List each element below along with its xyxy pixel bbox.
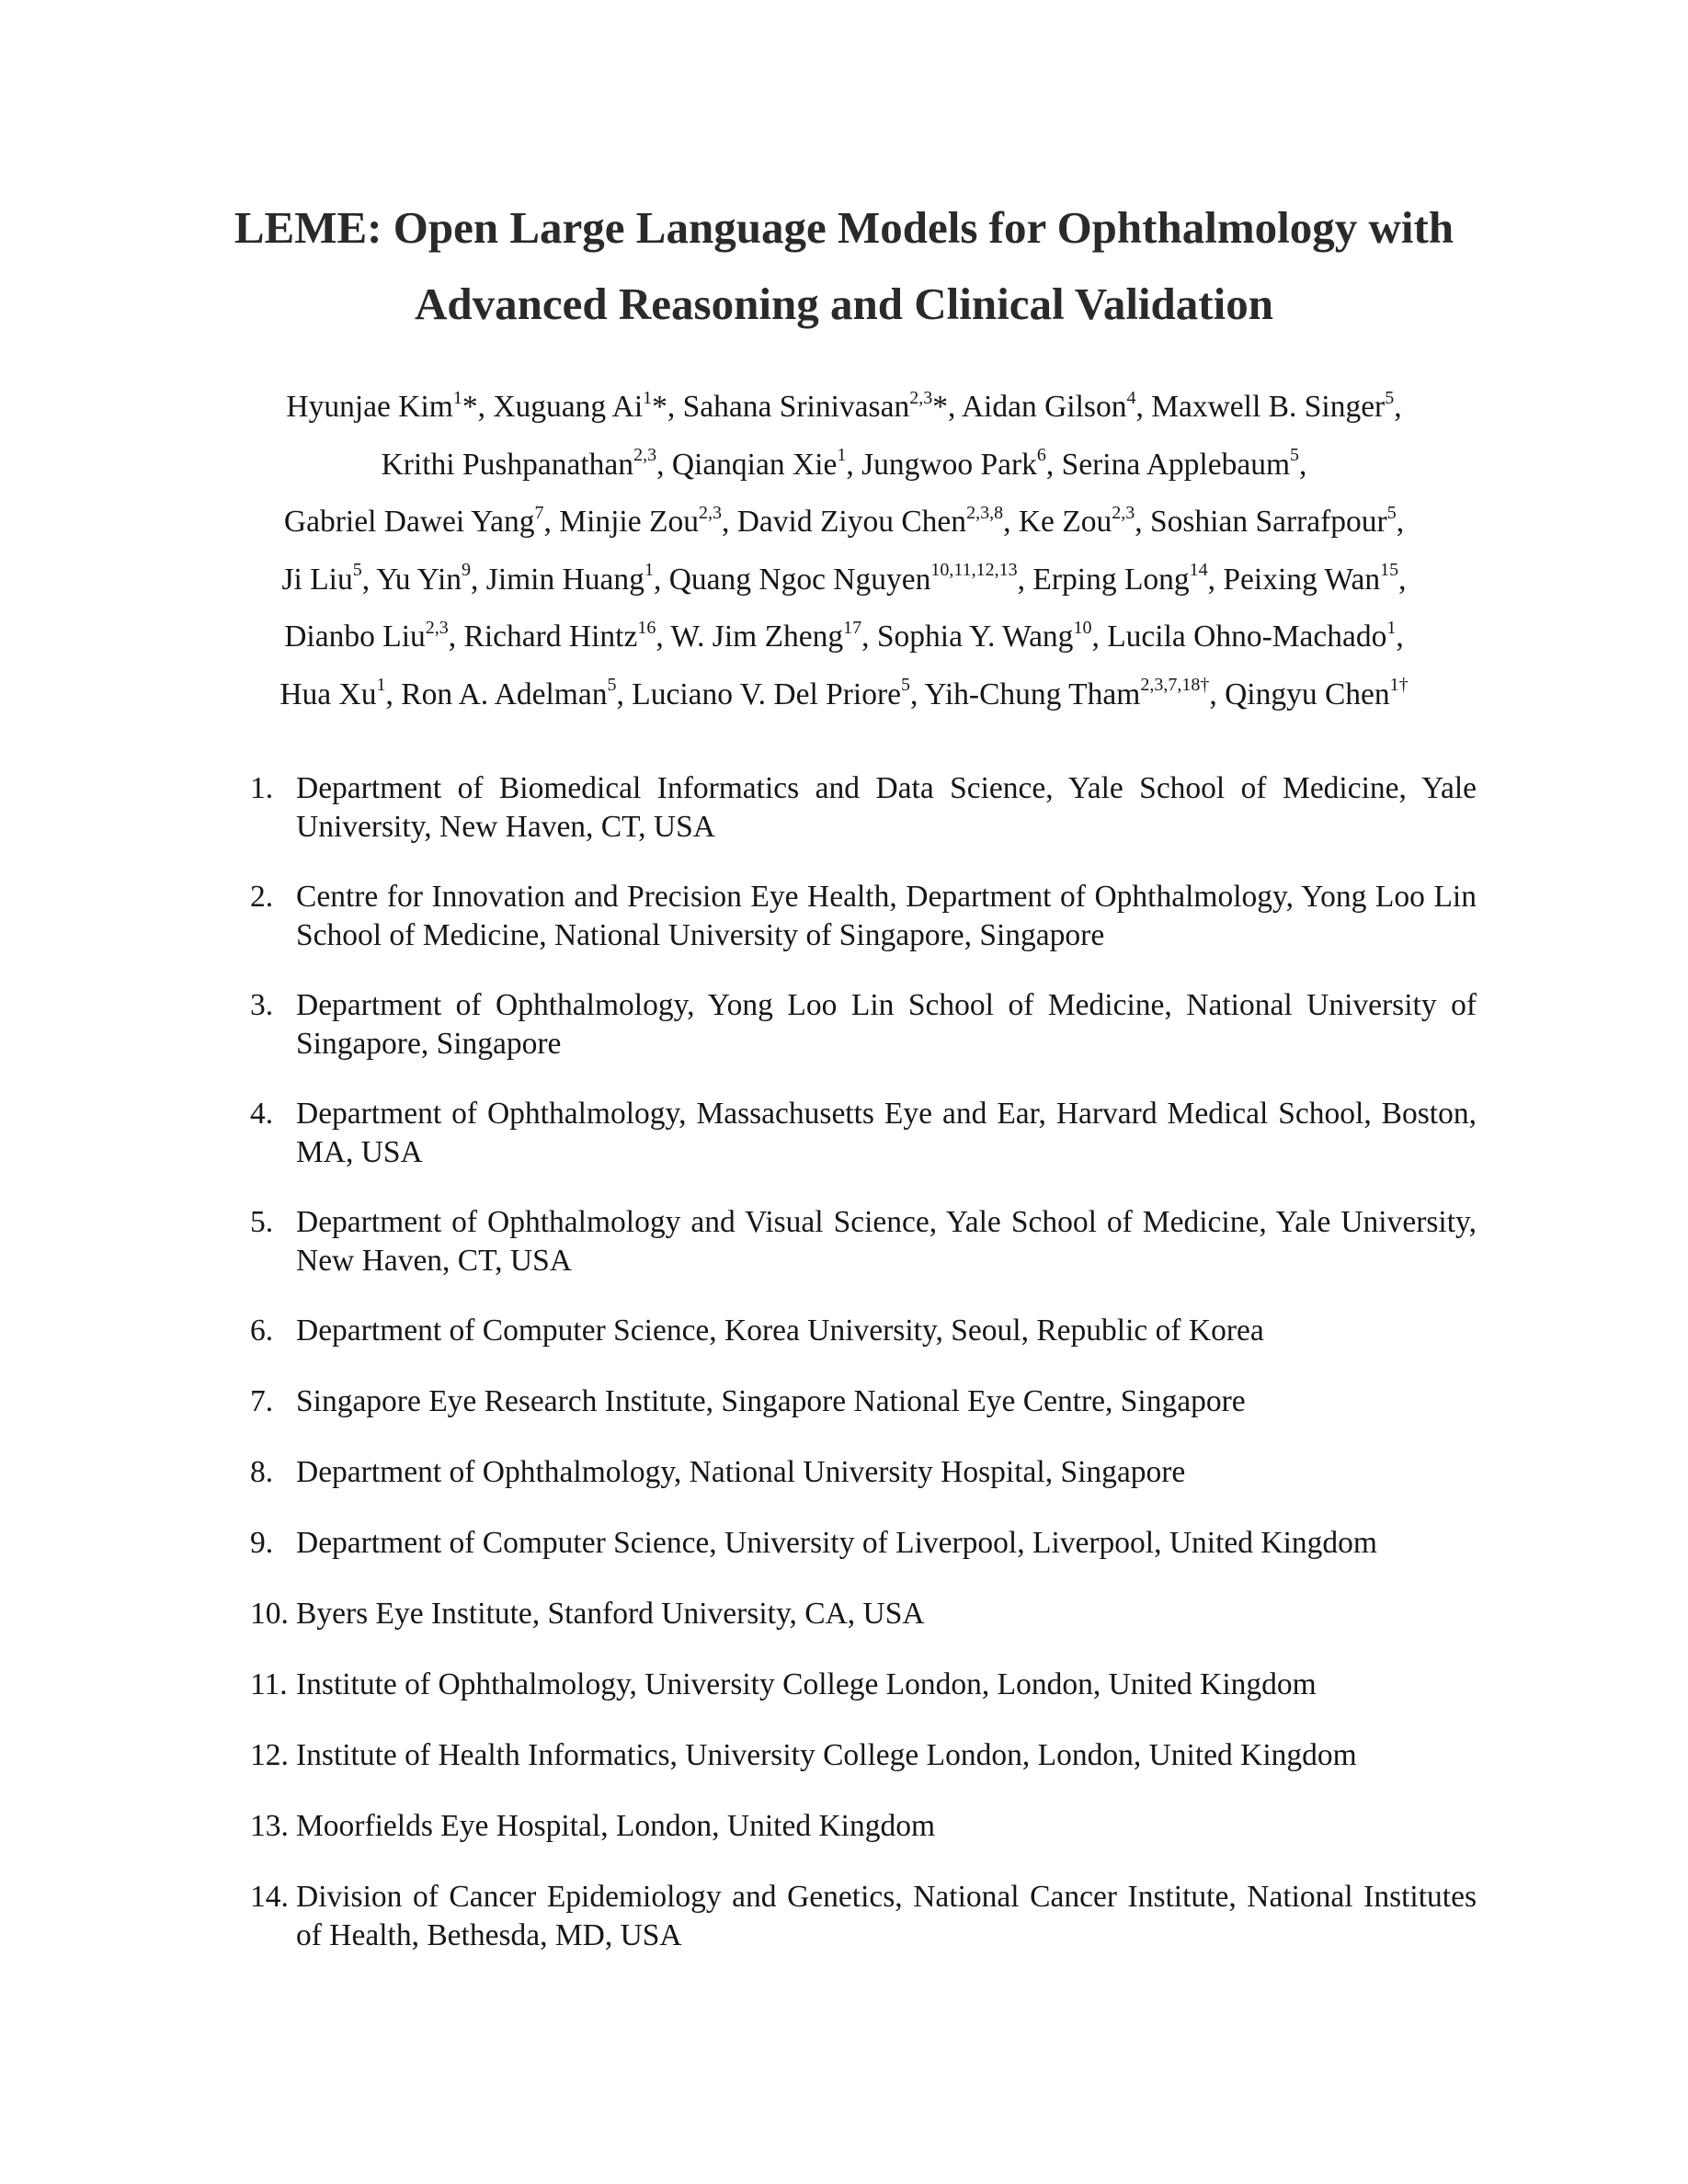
author-name: Lucila Ohno-Machado bbox=[1107, 620, 1387, 654]
author bbox=[281, 560, 362, 597]
affiliation-text: Institute of Health Informatics, University College London, London, United Kingdom bbox=[296, 1738, 1357, 1772]
affiliation-item bbox=[250, 1382, 1477, 1421]
author bbox=[376, 560, 472, 597]
affiliation-list bbox=[250, 769, 1477, 1986]
author-name: Ron A. Adelman bbox=[401, 677, 608, 711]
affiliation-text: Department of Ophthalmology, Massachusetts Eye and Ear, Harvard Medical School, Boston, MA, USA bbox=[296, 1097, 1477, 1169]
affiliation-number: 9. bbox=[250, 1526, 274, 1560]
author-affiliation-superscript: 16 bbox=[637, 617, 656, 638]
affiliation-text: Department of Biomedical Informatics and Data Science, Yale School of Medicine, Yale University, New Haven, CT, USA bbox=[296, 771, 1477, 844]
affiliation-number: 10. bbox=[250, 1597, 289, 1631]
author bbox=[1107, 617, 1397, 654]
author bbox=[1225, 677, 1409, 711]
author-affiliation-superscript: 2,3,7,18† bbox=[1140, 675, 1210, 696]
affiliation-text: Division of Cancer Epidemiology and Genetics, National Cancer Institute, National Institutes of Health, Bethesda, MD, USA bbox=[296, 1880, 1477, 1952]
affiliation-text: Department of Computer Science, University of Liverpool, Liverpool, United Kingdom bbox=[296, 1526, 1377, 1560]
author-name: Krithi Pushpanathan bbox=[381, 447, 634, 482]
affiliation-text: Department of Ophthalmology, Yong Loo Lin School of Medicine, National University of Singapore, Singapore bbox=[296, 988, 1477, 1061]
affiliation-item bbox=[250, 1203, 1477, 1280]
author-line: Gabriel Dawei Yang$^7$, Minjie Zou$^{2,3}$, David Ziyou Chen$^{2,3,8}$, Ke Zou$^{2,3}$, Soshian Sarrafpour$^5$, bbox=[283, 502, 1405, 539]
equal-contribution-mark: * bbox=[652, 390, 667, 424]
author bbox=[284, 617, 449, 654]
author-affiliation-superscript: 5 bbox=[1290, 445, 1300, 466]
affiliation-text: Department of Computer Science, Korea University, Seoul, Republic of Korea bbox=[296, 1314, 1264, 1348]
affiliation-text: Institute of Ophthalmology, University College London, London, United Kingdom bbox=[296, 1667, 1317, 1701]
author bbox=[961, 387, 1136, 424]
affiliation-number: 8. bbox=[250, 1455, 274, 1489]
author-name: David Ziyou Chen bbox=[736, 505, 967, 539]
affiliation-item bbox=[250, 1807, 1477, 1846]
author-affiliation-superscript: 1 bbox=[644, 560, 654, 581]
author-affiliation-superscript: 2,3 bbox=[1112, 502, 1135, 523]
affiliation-text: Byers Eye Institute, Stanford University, CA, USA bbox=[296, 1597, 925, 1631]
author bbox=[1018, 502, 1135, 539]
author-name: Yih-Chung Tham bbox=[924, 677, 1141, 711]
author-affiliation-superscript: 1 bbox=[452, 387, 462, 408]
affiliation-number: 14. bbox=[250, 1880, 289, 1914]
author-affiliation-superscript: 4 bbox=[1126, 387, 1136, 408]
author-affiliation-superscript: 10,11,12,13 bbox=[930, 560, 1018, 581]
affiliation-number: 1. bbox=[250, 771, 274, 805]
author bbox=[670, 617, 862, 654]
author bbox=[493, 387, 667, 424]
author-name: Peixing Wan bbox=[1223, 562, 1381, 597]
author-name: Sophia Y. Wang bbox=[876, 620, 1074, 654]
affiliation-text: Centre for Innovation and Precision Eye Health, Department of Ophthalmology, Yong Loo Lin School of Medicine, National University of Singapore, Singapore bbox=[296, 880, 1477, 952]
author bbox=[671, 445, 847, 482]
author-affiliation-superscript: 15 bbox=[1380, 560, 1399, 581]
title-line-2: Advanced Reasoning and Clinical Validation bbox=[415, 279, 1273, 329]
affiliation-item bbox=[250, 986, 1477, 1064]
author bbox=[1061, 445, 1300, 482]
affiliation-number: 2. bbox=[250, 880, 274, 914]
author-name: Yu Yin bbox=[376, 562, 462, 597]
author bbox=[736, 502, 1004, 539]
affiliation-number: 5. bbox=[250, 1205, 274, 1239]
author-affiliation-superscript: 14 bbox=[1189, 560, 1208, 581]
author bbox=[1149, 502, 1397, 539]
affiliation-number: 7. bbox=[250, 1384, 274, 1418]
affiliation-text: Moorfields Eye Hospital, London, United Kingdom bbox=[296, 1809, 936, 1843]
affiliation-item bbox=[250, 1878, 1477, 1955]
author-name: Jungwoo Park bbox=[861, 447, 1037, 482]
author bbox=[925, 677, 1210, 711]
author-affiliation-superscript: 17 bbox=[843, 617, 862, 638]
author-name: Xuguang Ai bbox=[493, 390, 644, 424]
author bbox=[876, 617, 1092, 654]
affiliation-number: 4. bbox=[250, 1097, 274, 1131]
author-affiliation-superscript: 5 bbox=[1386, 502, 1397, 523]
author-name: Soshian Sarrafpour bbox=[1149, 505, 1387, 539]
affiliation-item bbox=[250, 1312, 1477, 1350]
author-affiliation-superscript: 9 bbox=[462, 560, 472, 581]
affiliation-number: 12. bbox=[250, 1738, 289, 1772]
author-affiliation-superscript: 5 bbox=[901, 675, 910, 696]
affiliation-item bbox=[250, 1736, 1477, 1775]
author-affiliation-superscript: 2,3 bbox=[425, 617, 449, 638]
affiliation-item bbox=[250, 1666, 1477, 1704]
author-affiliation-superscript: 1 bbox=[837, 445, 847, 466]
author-affiliation-superscript: 1† bbox=[1389, 675, 1409, 696]
author bbox=[286, 387, 478, 424]
author-name: Dianbo Liu bbox=[284, 620, 426, 654]
affiliation-item bbox=[250, 1595, 1477, 1633]
affiliation-number: 11. bbox=[250, 1667, 288, 1701]
author-name: Ji Liu bbox=[281, 562, 353, 597]
author-name: Serina Applebaum bbox=[1061, 447, 1291, 482]
author-line: Hua Xu$^1$, Ron A. Adelman$^5$, Luciano V. Del Priore$^5$, Yih-Chung Tham$^{2,3,7,18\dagger}$, Qingyu Chen$^{1\dagger}$ bbox=[279, 675, 1409, 711]
author-name: Ke Zou bbox=[1018, 505, 1112, 539]
author-name: W. Jim Zheng bbox=[670, 620, 844, 654]
affiliation-number: 3. bbox=[250, 988, 274, 1022]
author-affiliation-superscript: 1 bbox=[643, 387, 653, 408]
author-name: Qingyu Chen bbox=[1225, 677, 1390, 711]
author bbox=[559, 502, 722, 539]
author bbox=[861, 445, 1046, 482]
author bbox=[283, 502, 544, 539]
author-name: Richard Hintz bbox=[463, 620, 638, 654]
author-affiliation-superscript: 10 bbox=[1073, 617, 1092, 638]
author-affiliation-superscript: 1 bbox=[376, 675, 386, 696]
author-name: Erping Long bbox=[1032, 562, 1190, 597]
author bbox=[682, 387, 948, 424]
author-name: Gabriel Dawei Yang bbox=[283, 505, 535, 539]
affiliation-number: 13. bbox=[250, 1809, 289, 1843]
author-name: Maxwell B. Singer bbox=[1151, 390, 1386, 424]
author-line: Hyunjae Kim$^1$*, Xuguang Ai$^1$*, Sahana Srinivasan$^{2,3}$*, Aidan Gilson$^4$, Maxwell B. Singer$^5$, bbox=[286, 387, 1402, 424]
author-affiliation-superscript: 5 bbox=[352, 560, 362, 581]
author bbox=[485, 560, 654, 597]
author-affiliation-superscript: 2,3,8 bbox=[966, 502, 1004, 523]
author bbox=[1223, 560, 1399, 597]
equal-contribution-mark: * bbox=[932, 390, 948, 424]
affiliation-number: 6. bbox=[250, 1314, 274, 1348]
author-name: Hua Xu bbox=[279, 677, 377, 711]
author bbox=[668, 560, 1018, 597]
author-line: Ji Liu$^5$, Yu Yin$^9$, Jimin Huang$^1$, Quang Ngoc Nguyen$^{10,11,12,13}$, Erping Long$^{14}$, Peixing Wan$^{15}$, bbox=[281, 560, 1407, 597]
author-name: Hyunjae Kim bbox=[286, 390, 453, 424]
affiliation-text: Department of Ophthalmology, National University Hospital, Singapore bbox=[296, 1455, 1186, 1489]
author bbox=[279, 677, 385, 711]
author-name: Luciano V. Del Priore bbox=[632, 677, 901, 711]
author-name: Sahana Srinivasan bbox=[682, 390, 910, 424]
author bbox=[1032, 560, 1208, 597]
author-name: Jimin Huang bbox=[485, 562, 644, 597]
affiliation-item bbox=[250, 1453, 1477, 1492]
author-line: Krithi Pushpanathan$^{2,3}$, Qianqian Xie$^1$, Jungwoo Park$^6$, Serina Applebaum$^5$, bbox=[381, 445, 1307, 482]
author bbox=[381, 445, 657, 482]
author-list bbox=[184, 379, 1504, 723]
author-line: Dianbo Liu$^{2,3}$, Richard Hintz$^{16}$, W. Jim Zheng$^{17}$, Sophia Y. Wang$^{10}$, Lucila Ohno-Machado$^1$, bbox=[284, 617, 1404, 654]
author bbox=[401, 677, 616, 711]
author-name: Minjie Zou bbox=[559, 505, 699, 539]
author bbox=[632, 677, 910, 711]
author-affiliation-superscript: 1 bbox=[1386, 617, 1397, 638]
author-affiliation-superscript: 5 bbox=[1385, 387, 1395, 408]
author-name: Qianqian Xie bbox=[671, 447, 838, 482]
equal-contribution-mark: * bbox=[462, 390, 478, 424]
title-line-1: LEME: Open Large Language Models for Ophthalmology with bbox=[234, 202, 1454, 253]
author-affiliation-superscript: 2,3 bbox=[909, 387, 933, 408]
author-affiliation-superscript: 2,3 bbox=[633, 445, 657, 466]
author bbox=[1151, 387, 1395, 424]
author-affiliation-superscript: 5 bbox=[607, 675, 617, 696]
affiliation-item bbox=[250, 1524, 1477, 1563]
author-name: Quang Ngoc Nguyen bbox=[668, 562, 931, 597]
affiliation-text: Singapore Eye Research Institute, Singapore National Eye Centre, Singapore bbox=[296, 1384, 1246, 1418]
author-affiliation-superscript: 2,3 bbox=[698, 502, 722, 523]
affiliation-item bbox=[250, 878, 1477, 955]
paper-title bbox=[211, 189, 1477, 342]
author-name: Aidan Gilson bbox=[961, 390, 1127, 424]
affiliation-item bbox=[250, 1095, 1477, 1172]
affiliation-text: Department of Ophthalmology and Visual Science, Yale School of Medicine, Yale University, New Haven, CT, USA bbox=[296, 1205, 1477, 1278]
author-affiliation-superscript: 6 bbox=[1036, 445, 1046, 466]
author-affiliation-superscript: 7 bbox=[534, 502, 544, 523]
author bbox=[463, 617, 656, 654]
affiliation-item bbox=[250, 769, 1477, 847]
